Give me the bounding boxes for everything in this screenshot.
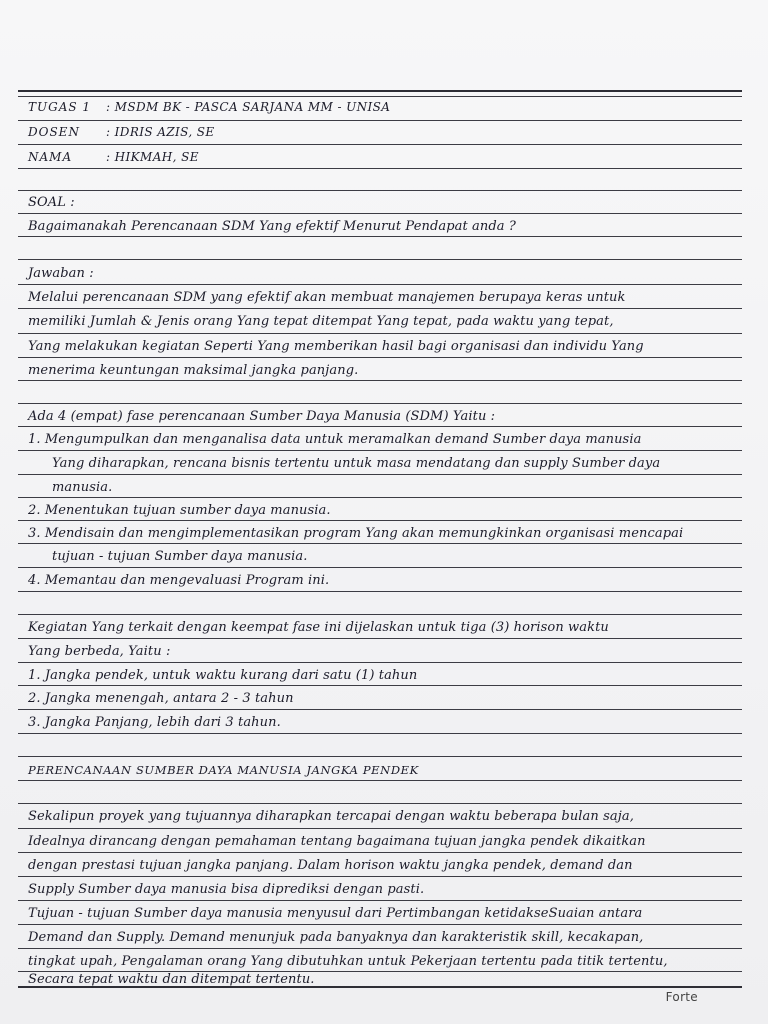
rule-line bbox=[18, 828, 742, 829]
fase-item-continuation: manusia. bbox=[52, 480, 113, 495]
rule-line bbox=[18, 380, 742, 381]
rule-line bbox=[18, 450, 742, 451]
rule-line bbox=[18, 426, 742, 427]
rule-line bbox=[18, 543, 742, 544]
nama-value: : HIKMAH, SE bbox=[106, 150, 199, 164]
rule-line bbox=[18, 284, 742, 285]
rule-line bbox=[18, 709, 742, 710]
rule-line bbox=[18, 168, 742, 169]
rule-line bbox=[18, 213, 742, 214]
horison-item: 3. Jangka Panjang, lebih dari 3 tahun. bbox=[28, 715, 281, 730]
dosen-value: : IDRIS AZIS, SE bbox=[106, 125, 215, 139]
rule-line bbox=[18, 236, 742, 237]
tugas-value: : MSDM BK - PASCA SARJANA MM - UNISA bbox=[106, 100, 391, 114]
soal-label: SOAL : bbox=[28, 195, 75, 210]
section-paragraph-line: Idealnya dirancang dengan pemahaman tentang bagaimana tujuan jangka pendek dikaitkan bbox=[28, 834, 646, 849]
rule-line bbox=[18, 96, 742, 97]
section-paragraph-line: dengan prestasi tujuan jangka panjang. Dalam horison waktu jangka pendek, demand dan bbox=[28, 858, 633, 873]
rule-line bbox=[18, 685, 742, 686]
rule-line bbox=[18, 591, 742, 592]
rule-line bbox=[18, 852, 742, 853]
rule-line bbox=[18, 120, 742, 121]
section-paragraph-line: Demand dan Supply. Demand menunjuk pada banyaknya dan karakteristik skill, kecakapan, bbox=[28, 930, 644, 945]
answer-paragraph-line: Melalui perencanaan SDM yang efektif akan membuat manajemen berupaya keras untuk bbox=[28, 290, 626, 305]
rule-line bbox=[18, 948, 742, 949]
rule-line bbox=[18, 520, 742, 521]
answer-paragraph-line: Yang melakukan kegiatan Seperti Yang memberikan hasil bagi organisasi dan individu Yang bbox=[28, 339, 644, 354]
rule-line bbox=[18, 144, 742, 145]
rule-line bbox=[18, 662, 742, 663]
rule-line bbox=[18, 614, 742, 615]
rule-line bbox=[18, 900, 742, 901]
fase-item-continuation: Yang diharapkan, rencana bisnis tertentu untuk masa mendatang dan supply Sumber daya bbox=[52, 456, 661, 471]
rule-line bbox=[18, 924, 742, 925]
rule-line bbox=[18, 308, 742, 309]
rule-line bbox=[18, 259, 742, 260]
fase-item: 2. Menentukan tujuan sumber daya manusia. bbox=[28, 503, 331, 518]
jawaban-label: Jawaban : bbox=[28, 266, 94, 281]
fase-intro: Ada 4 (empat) fase perencanaan Sumber Daya Manusia (SDM) Yaitu : bbox=[28, 409, 496, 424]
fase-item: 3. Mendisain dan mengimplementasikan program Yang akan memungkinkan organisasi mencapai bbox=[28, 526, 684, 541]
answer-paragraph-line: memiliki Jumlah & Jenis orang Yang tepat ditempat Yang tepat, pada waktu yang tepat, bbox=[28, 314, 614, 329]
rule-line bbox=[18, 190, 742, 191]
dosen-label: DOSEN bbox=[28, 125, 80, 139]
rule-line bbox=[18, 803, 742, 804]
rule-line bbox=[18, 733, 742, 734]
fase-item-continuation: tujuan - tujuan Sumber daya manusia. bbox=[52, 549, 308, 564]
horison-intro-line: Kegiatan Yang terkait dengan keempat fase ini dijelaskan untuk tiga (3) horison waktu bbox=[28, 620, 609, 635]
rule-line bbox=[18, 474, 742, 475]
rule-line bbox=[18, 497, 742, 498]
top-rule bbox=[18, 90, 742, 92]
section-paragraph-line: Supply Sumber daya manusia bisa diprediksi dengan pasti. bbox=[28, 882, 425, 897]
horison-item: 2. Jangka menengah, antara 2 - 3 tahun bbox=[28, 691, 294, 706]
section-title: PERENCANAAN SUMBER DAYA MANUSIA JANGKA PENDEK bbox=[28, 763, 419, 777]
rule-line bbox=[18, 333, 742, 334]
notebook-brand: Forte bbox=[665, 990, 698, 1004]
section-paragraph-line: Sekalipun proyek yang tujuannya diharapkan tercapai dengan waktu beberapa bulan saja, bbox=[28, 809, 634, 824]
rule-line bbox=[18, 567, 742, 568]
nama-label: NAMA bbox=[28, 150, 73, 164]
fase-item: 4. Memantau dan mengevaluasi Program ini. bbox=[28, 573, 330, 588]
rule-line bbox=[18, 780, 742, 781]
section-paragraph-line: Tujuan - tujuan Sumber daya manusia menyusul dari Pertimbangan ketidakseSuaian antara bbox=[28, 906, 643, 921]
tugas-label: TUGAS 1 bbox=[28, 100, 92, 114]
section-paragraph-line: Secara tepat waktu dan ditempat tertentu. bbox=[28, 972, 315, 987]
horison-intro-line: Yang berbeda, Yaitu : bbox=[28, 644, 171, 659]
section-paragraph-line: tingkat upah, Pengalaman orang Yang dibutuhkan untuk Pekerjaan tertentu pada titik tertentu, bbox=[28, 954, 668, 969]
soal-question: Bagaimanakah Perencanaan SDM Yang efektif Menurut Pendapat anda ? bbox=[28, 219, 516, 234]
rule-line bbox=[18, 756, 742, 757]
answer-paragraph-line: menerima keuntungan maksimal jangka panjang. bbox=[28, 363, 359, 378]
rule-line bbox=[18, 876, 742, 877]
horison-item: 1. Jangka pendek, untuk waktu kurang dari satu (1) tahun bbox=[28, 668, 418, 683]
rule-line bbox=[18, 357, 742, 358]
fase-item: 1. Mengumpulkan dan menganalisa data untuk meramalkan demand Sumber daya manusia bbox=[28, 432, 642, 447]
rule-line bbox=[18, 638, 742, 639]
rule-line bbox=[18, 403, 742, 404]
